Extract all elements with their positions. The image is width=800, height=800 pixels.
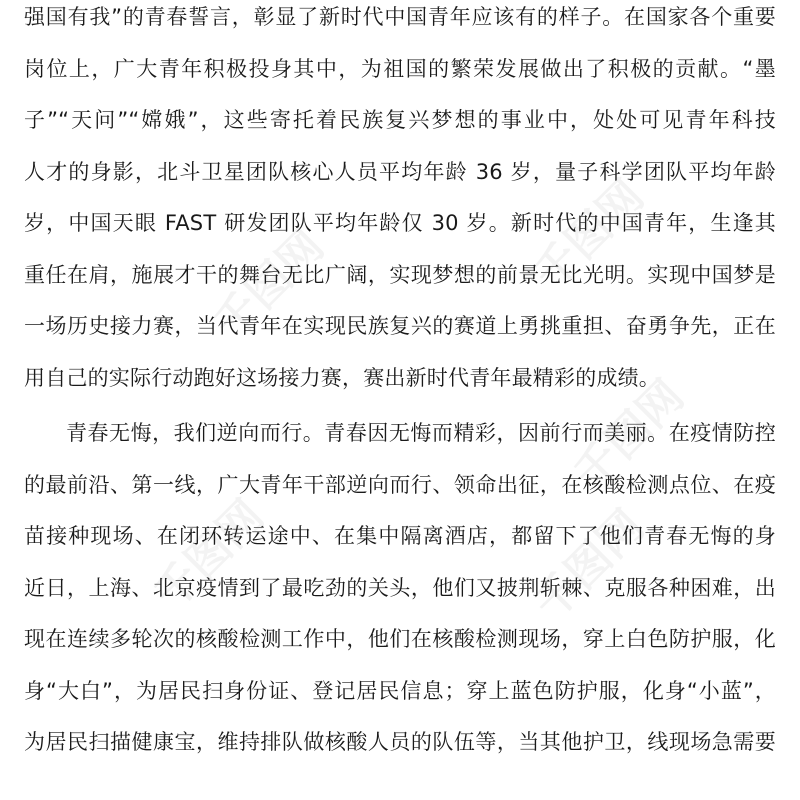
paragraph-line: 为居民扫描健康宝，维持排队做核酸人员的队伍等，当其他护卫，线现场急需要: [24, 730, 776, 754]
watermark: 千图网: [524, 500, 654, 630]
paragraph-line: 身“大白”，为居民扫身份证、登记居民信息；穿上蓝色防护服，化身“小蓝”，: [24, 678, 776, 703]
watermark: 千图网: [524, 170, 654, 300]
paragraph-line: 近日，上海、北京疫情到了最吃劲的关头，他们又披荆斩棘、克服各种困难，出: [24, 575, 776, 600]
paragraph-line: 人才的身影，北斗卫星团队核心人员平均年龄 36 岁，量子科学团队平均年龄: [24, 159, 776, 184]
paragraph-line: 苗接种现场、在闭环转运途中、在集中隔离酒店，都留下了他们青春无悔的身: [24, 524, 776, 548]
paragraph-line: 岁，中国天眼 FAST 研发团队平均年龄仅 30 岁。新时代的中国青年，生逢其: [24, 211, 776, 235]
paragraph-line: 青春无悔，我们逆向而行。青春因无悔而精彩，因前行而美丽。在疫情防控: [66, 421, 776, 445]
paragraph-line: 用自己的实际行动跑好这场接力赛，赛出新时代青年最精彩的成绩。: [24, 365, 660, 390]
paragraph-line: 岗位上，广大青年积极投身其中，为祖国的繁荣发展做出了积极的贡献。“墨: [24, 56, 776, 81]
paragraph-line: 现在连续多轮次的核酸检测工作中，他们在核酸检测现场，穿上白色防护服，化: [24, 627, 776, 651]
watermark: 千图网: [204, 220, 334, 350]
paragraph-line: 一场历史接力赛，当代青年在实现民族复兴的赛道上勇挑重担、奋勇争先，正在: [24, 314, 776, 338]
paragraph-line: 子”“天问”“嫦娥”，这些寄托着民族复兴梦想的事业中，处处可见青年科技: [24, 108, 776, 132]
article-body: [24, 0, 776, 769]
paragraph-line: 的最前沿、第一线，广大青年干部逆向而行、领命出征，在核酸检测点位、在疫: [24, 472, 776, 497]
paragraph-line: 重任在肩，施展才干的舞台无比广阔，实现梦想的前景无比光明。实现中国梦是: [24, 262, 776, 287]
paragraph-line: 强国有我”的青春誓言，彰显了新时代中国青年应该有的样子。在国家各个重要: [24, 5, 776, 29]
watermark: 千图网: [564, 370, 694, 500]
watermark: 千图网: [144, 490, 274, 620]
